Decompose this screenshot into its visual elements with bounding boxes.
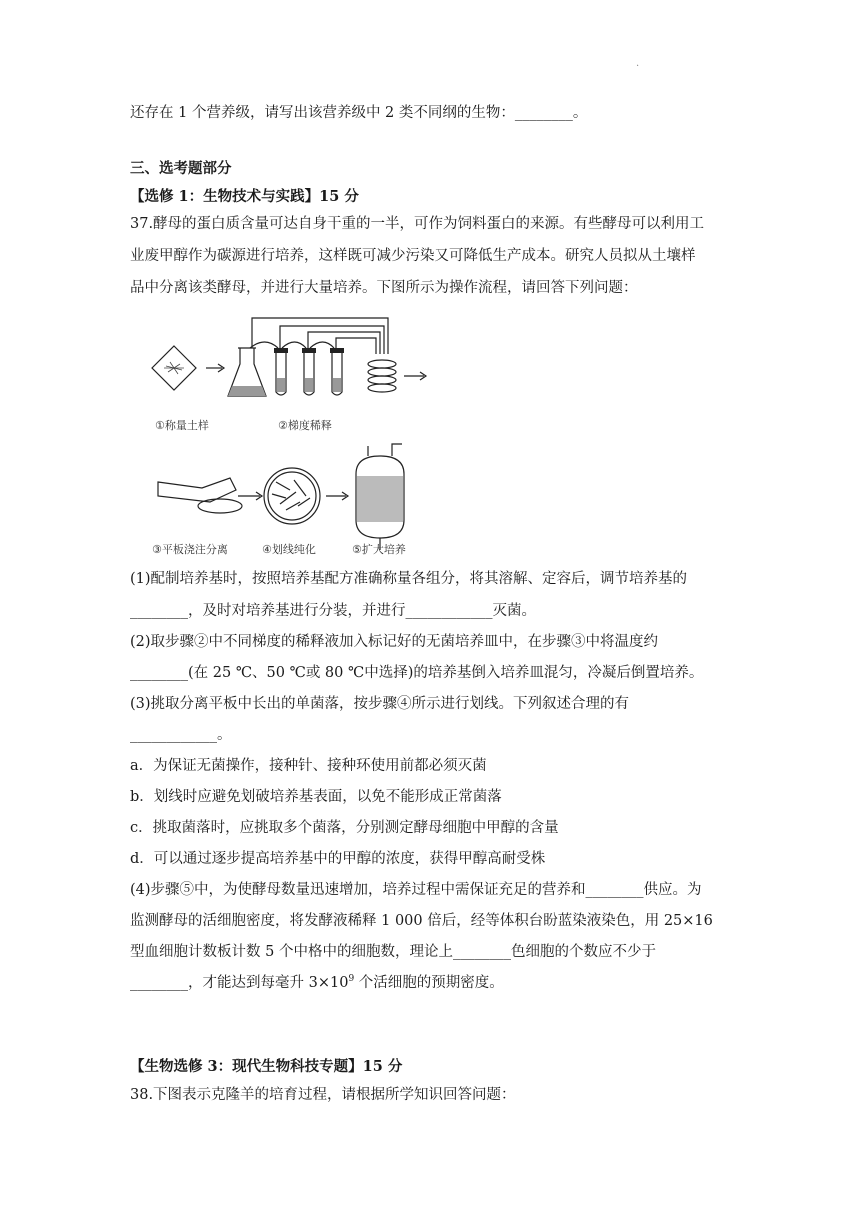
question-4-text: 个活细胞的预期密度。 bbox=[354, 975, 504, 991]
caption-step-4: ④划线纯化 bbox=[262, 543, 316, 556]
option-d: d．可以通过逐步提高培养基中的甲醇的浓度，获得甲醇高耐受株 bbox=[130, 851, 546, 867]
option-c: c．挑取菌落时，应挑取多个菌落，分别测定酵母细胞中甲醇的含量 bbox=[130, 820, 559, 836]
question-1-line: (1)配制培养基时，按照培养基配方准确称量各组分，将其溶解、定容后，调节培养基的 bbox=[130, 571, 688, 587]
question-4-line: 监测酵母的活细胞密度，将发酵液稀释 1 000 倍后，经等体积台盼蓝染液染色，用 25×16 bbox=[130, 913, 713, 929]
caption-step-5: ⑤扩大培养 bbox=[352, 543, 406, 556]
text-line: 还存在 1 个营养级，请写出该营养级中 2 类不同纲的生物：________。 bbox=[130, 105, 588, 121]
option-b: b．划线时应避免划破培养基表面，以免不能形成正常菌落 bbox=[130, 789, 502, 805]
elective-3-title: 【生物选修 3：现代生物科技专题】15 分 bbox=[130, 1058, 403, 1075]
header-dot: . bbox=[636, 58, 640, 69]
question-4-line: (4)步骤⑤中，为使酵母数量迅速增加，培养过程中需保证充足的营养和________供应。为 bbox=[130, 882, 702, 898]
caption-step-1: ①称量土样 bbox=[155, 419, 209, 432]
caption-step-3: ③平板浇注分离 bbox=[152, 543, 228, 556]
option-a: a．为保证无菌操作，接种针、接种环使用前都必须灭菌 bbox=[130, 758, 487, 774]
section-heading: 三、选考题部分 bbox=[130, 160, 232, 177]
question-37-line: 品中分离该类酵母，并进行大量培养。下图所示为操作流程，请回答下列问题： bbox=[130, 280, 638, 296]
question-38-line: 38.下图表示克隆羊的培育过程，请根据所学知识回答问题： bbox=[130, 1087, 516, 1103]
question-37-line: 37.酵母的蛋白质含量可达自身干重的一半，可作为饲料蛋白的来源。有些酵母可以利用工 bbox=[130, 216, 705, 232]
question-4-text: ________，才能达到每毫升 3×10 bbox=[130, 975, 349, 991]
question-37-line: 业废甲醇作为碳源进行培养，这样既可减少污染又可降低生产成本。研究人员拟从土壤样 bbox=[130, 248, 696, 264]
question-3-line: (3)挑取分离平板中长出的单菌落，按步骤④所示进行划线。下列叙述合理的有 bbox=[130, 696, 630, 712]
exponent: 9 bbox=[348, 974, 355, 985]
question-1-line: ________，及时对培养基进行分装，并进行____________灭菌。 bbox=[130, 603, 536, 619]
caption-step-2: ②梯度稀释 bbox=[278, 419, 332, 432]
elective-1-title: 【选修 1：生物技术与实践】15 分 bbox=[130, 188, 359, 205]
question-2-line: ________(在 25 ℃、50 ℃或 80 ℃中选择)的培养基倒入培养皿混匀，冷凝后倒置培养。 bbox=[130, 665, 704, 681]
question-3-line: ____________。 bbox=[130, 727, 232, 743]
question-4-line: 型血细胞计数板计数 5 个中格中的细胞数，理论上________色细胞的个数应不少于 bbox=[130, 944, 656, 960]
question-2-line: (2)取步骤②中不同梯度的稀释液加入标记好的无菌培养皿中，在步骤③中将温度约 bbox=[130, 634, 659, 650]
question-4-line bbox=[130, 973, 730, 993]
